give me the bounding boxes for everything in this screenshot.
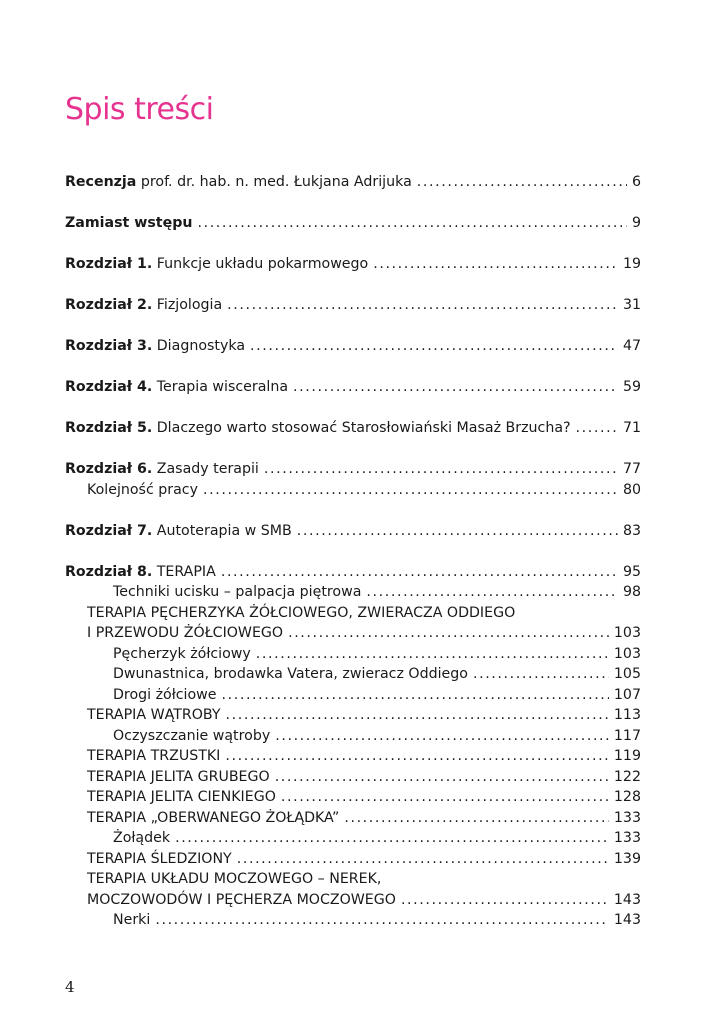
entry-label-bold: Rozdział 4. [65,379,153,395]
leader-dots [401,890,609,911]
leader-dots [221,562,618,583]
entry-page: 103 [613,625,641,641]
leader-dots [155,910,609,931]
entry-label [65,172,412,193]
entry-label [65,418,571,439]
leader-dots [250,336,618,357]
toc-entry [65,172,641,193]
entry-page: 83 [622,522,641,539]
toc-subentry [65,808,641,829]
toc-entry [65,254,641,275]
entry-page: 117 [613,727,641,744]
entry-page: 31 [622,297,641,313]
entry-label-bold: Rozdział 8. [65,563,153,580]
entry-label: TERAPIA JELITA GRUBEGO [87,768,270,785]
entry-label [65,562,216,583]
entry-page: 9 [631,215,641,231]
entry-label [65,295,222,316]
entry-page: 105 [613,666,641,682]
entry-label-text: Funkcje układu pokarmowego [152,256,369,272]
leader-dots [222,685,609,706]
toc-entry [65,377,641,398]
entry-page: 122 [613,768,641,785]
page-number: 4 [65,978,75,996]
entry-label: Dwunastnica, brodawka Vatera, zwieracz Oddiego [113,666,468,682]
leader-dots [576,418,618,439]
entry-label-bold: Rozdział 2. [65,297,153,313]
entry-label: Oczyszczanie wątroby [113,727,271,744]
entry-label-bold: Zamiast wstępu [65,215,193,231]
leader-dots [256,644,609,665]
leader-dots [473,664,609,685]
leader-dots [288,623,609,644]
entry-page: 47 [622,338,641,354]
entry-label: TERAPIA „OBERWANEGO ŻOŁĄDKA” [87,809,340,826]
entry-label [65,336,245,357]
entry-label-bold: Rozdział 5. [65,420,153,436]
leader-dots [366,582,618,603]
toc-subentry [65,685,641,706]
entry-page: 6 [631,174,641,190]
entry-page: 80 [622,481,641,498]
table-of-contents [65,172,641,931]
entry-label [65,521,292,542]
toc-subentry [65,787,641,808]
leader-dots [297,521,618,542]
leader-dots [275,767,609,788]
toc-subentry [65,726,641,747]
toc-entry [65,295,641,316]
entry-page: 113 [613,707,641,723]
leader-dots [264,459,618,480]
entry-label-bold: Rozdział 7. [65,522,153,539]
toc-subentry [65,582,641,603]
toc-subentry [65,910,641,931]
entry-label-text: Dlaczego warto stosować Starosłowiański Masaż Brzucha? [152,420,571,436]
toc-subentry [65,644,641,665]
toc-subentry [65,480,641,501]
entry-page: 143 [613,912,641,928]
entry-label-text: TERAPIA [152,563,216,580]
toc-entry [65,213,641,234]
leader-dots [197,213,627,234]
entry-page: 77 [622,461,641,477]
toc-subentry [65,623,641,644]
leader-dots [275,726,609,747]
entry-page: 107 [613,686,641,703]
entry-label: I PRZEWODU ŻÓŁCIOWEGO [87,625,284,641]
entry-page: 139 [613,850,641,867]
entry-label: Pęcherzyk żółciowy [113,645,251,662]
leader-dots [203,480,618,501]
entry-page: 59 [622,379,641,395]
entry-label-text: Diagnostyka [152,338,246,354]
entry-label: Kolejność pracy [87,481,198,498]
page-title: Spis treści [65,92,214,127]
entry-label-bold: Rozdział 6. [65,461,153,477]
entry-label-text: prof. dr. hab. n. med. Łukjana Adrijuka [136,174,412,190]
toc-subentry-heading: TERAPIA PĘCHERZYKA ŻÓŁCIOWEGO, ZWIERACZA ODDIEGO [87,604,516,621]
leader-dots [226,705,609,726]
toc-entry [65,336,641,357]
entry-label-text: Fizjologia [152,297,223,313]
entry-label [65,213,192,234]
entry-label: TERAPIA JELITA CIENKIEGO [87,789,276,805]
toc-subentry [65,767,641,788]
entry-label-bold: Rozdział 3. [65,338,153,354]
entry-page: 143 [613,891,641,908]
entry-label: Drogi żółciowe [113,686,217,703]
toc-subentry [65,705,641,726]
toc-subentry-heading: TERAPIA UKŁADU MOCZOWEGO – NEREK, [87,871,382,887]
entry-label-text: Terapia wisceralna [152,379,289,395]
entry-label: MOCZOWODÓW I PĘCHERZA MOCZOWEGO [87,891,396,908]
entry-label: Techniki ucisku – palpacja piętrowa [113,584,362,600]
toc-subentry [65,890,641,911]
entry-label [65,377,288,398]
entry-label [65,254,368,275]
toc-entry [65,562,641,583]
toc-entry [65,459,641,480]
entry-label: Nerki [113,912,151,928]
entry-page: 71 [622,420,641,436]
toc-subentry [65,746,641,767]
entry-label: TERAPIA TRZUSTKI [87,748,221,764]
entry-label-text: Zasady terapii [152,461,259,477]
entry-label [65,459,259,480]
leader-dots [281,787,609,808]
toc-subentry [65,664,641,685]
leader-dots [417,172,627,193]
entry-label: TERAPIA ŚLEDZIONY [87,850,232,867]
entry-page: 19 [622,256,641,272]
entry-label-bold: Rozdział 1. [65,256,153,272]
leader-dots [237,849,609,870]
entry-page: 128 [613,789,641,805]
toc-entry [65,418,641,439]
toc-subentry [65,849,641,870]
leader-dots [175,828,609,849]
entry-label: Żołądek [113,830,171,846]
leader-dots [227,295,618,316]
entry-label-text: Autoterapia w SMB [152,522,292,539]
entry-page: 133 [613,830,641,846]
leader-dots [225,746,609,767]
entry-label: TERAPIA WĄTROBY [87,707,221,723]
entry-page: 103 [613,645,641,662]
leader-dots [344,808,609,829]
toc-entry [65,521,641,542]
leader-dots [293,377,618,398]
leader-dots [373,254,618,275]
entry-page: 95 [622,563,641,580]
entry-page: 119 [613,748,641,764]
toc-subentry [65,828,641,849]
entry-page: 98 [622,584,641,600]
entry-label-bold: Recenzja [65,174,137,190]
entry-page: 133 [613,809,641,826]
